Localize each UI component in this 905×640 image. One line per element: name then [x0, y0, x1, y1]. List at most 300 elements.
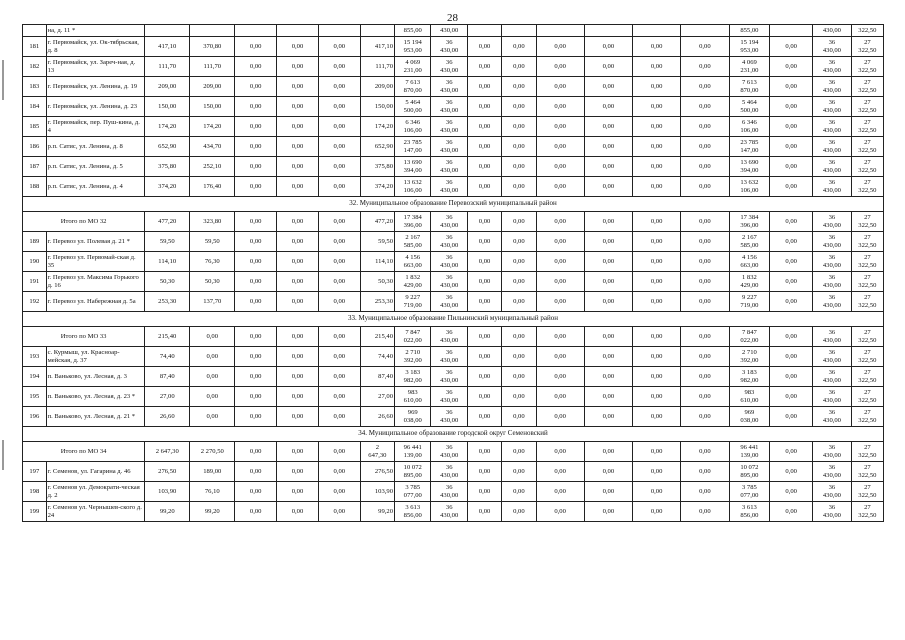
unit-rate-cell-line: 430,00: [822, 241, 841, 249]
unit-rate-cell: [851, 37, 883, 57]
zero-value-cell: 0,00: [681, 292, 729, 312]
table-row: [23, 292, 884, 312]
area-value-cell: 103,90: [145, 482, 190, 502]
zero-value-cell: 0,00: [536, 77, 584, 97]
zero-value-cell: 0,00: [681, 57, 729, 77]
unit-rate-cell: [851, 177, 883, 197]
area-value-cell: 59,50: [190, 232, 235, 252]
zero-value-cell: 0,00: [681, 367, 729, 387]
total-cost-cell-line: 870,00: [740, 86, 759, 94]
unit-rate-cell: [851, 97, 883, 117]
unit-rate-cell-line: 430,00: [822, 396, 841, 404]
unit-rate-cell: [431, 442, 467, 462]
zero-value-cell: 0,00: [467, 137, 501, 157]
unit-rate-cell: [813, 327, 852, 347]
zero-value-cell: 0,00: [502, 502, 536, 522]
scan-edge-mark: [2, 60, 4, 100]
area-value-cell: 0,00: [277, 292, 319, 312]
row-number-cell: 195: [23, 387, 47, 407]
unit-rate-cell-line: 36: [445, 349, 453, 357]
zero-value-cell: 0,00: [584, 57, 632, 77]
unit-rate-cell-line: 430,00: [440, 416, 459, 424]
total-cost-cell-line: 610,00: [403, 396, 422, 404]
unit-rate-cell: [851, 292, 883, 312]
unit-rate-cell-line: 27: [864, 444, 871, 452]
zero-value-cell: 0,00: [584, 177, 632, 197]
row-number-cell: 183: [23, 77, 47, 97]
zero-value-cell: 0,00: [536, 232, 584, 252]
area-value-cell: 2 647,30: [145, 442, 190, 462]
total-cost-cell: [395, 407, 431, 427]
unit-rate-cell: [431, 232, 467, 252]
unit-rate-cell-line: 36: [828, 484, 836, 492]
unit-rate-cell-line: 36: [828, 99, 836, 107]
unit-rate-cell-line: 322,50: [858, 46, 877, 54]
area-value-cell: 215,40: [145, 327, 190, 347]
zero-value-cell: 0,00: [536, 157, 584, 177]
unit-rate-cell-line: 36: [828, 159, 836, 167]
unit-rate-cell-line: 430,00: [440, 66, 459, 74]
area-value-cell: 0,00: [235, 212, 277, 232]
area-value-cell: 0,00: [277, 77, 319, 97]
unit-rate-cell-line: 27: [864, 389, 871, 397]
unit-rate-cell-line: 36: [828, 39, 836, 47]
total-cost-cell-line: 969: [407, 409, 418, 417]
total-cost-cell-line: 147,00: [403, 146, 422, 154]
unit-rate-cell: [813, 387, 852, 407]
zero-value-cell: 0,00: [770, 117, 813, 137]
unit-rate-cell: [431, 117, 467, 137]
area-value-cell: 0,00: [277, 367, 319, 387]
row-number-cell: 184: [23, 97, 47, 117]
total-cost-cell: [729, 327, 770, 347]
unit-rate-cell: [851, 272, 883, 292]
zero-value-cell: 0,00: [770, 157, 813, 177]
zero-value-cell: 0,00: [633, 77, 681, 97]
zero-value-cell: 0,00: [502, 57, 536, 77]
zero-value-cell: 0,00: [770, 212, 813, 232]
total-cost-cell-line: 077,00: [403, 491, 422, 499]
area-value-cell: 0,00: [277, 272, 319, 292]
total-cost-cell-line: 7 613: [405, 79, 421, 87]
zero-value-cell: 0,00: [770, 327, 813, 347]
zero-value-cell: 0,00: [502, 97, 536, 117]
zero-value-cell: 0,00: [633, 117, 681, 137]
cost-cell: 855,00: [395, 25, 431, 37]
area-value-cell: 74,40: [360, 347, 394, 367]
zero-value-cell: 0,00: [770, 252, 813, 272]
row-number-cell: 198: [23, 482, 47, 502]
area-value-cell: 0,00: [190, 327, 235, 347]
unit-rate-cell: [813, 407, 852, 427]
address-cell: г. Первомайск, ул. Ленина, д. 23: [46, 97, 145, 117]
area-value-cell: 0,00: [318, 37, 360, 57]
area-value-cell: 0,00: [235, 37, 277, 57]
table-body: [23, 25, 884, 522]
zero-value-cell: 0,00: [536, 502, 584, 522]
unit-rate-cell-line: 27: [864, 504, 871, 512]
zero-value-cell: 0,00: [584, 387, 632, 407]
unit-rate-cell-line: 430,00: [822, 46, 841, 54]
budget-table: [22, 24, 884, 522]
zero-value-cell: 0,00: [633, 97, 681, 117]
total-cost-cell: [729, 177, 770, 197]
zero-value-cell: 0,00: [770, 462, 813, 482]
unit-rate-cell-line: 27: [864, 39, 871, 47]
area-value-cell: 209,00: [360, 77, 394, 97]
section-heading-row: [23, 312, 884, 327]
area-value-cell: 375,80: [360, 157, 394, 177]
total-cost-cell-line: 3 785: [741, 484, 757, 492]
unit-rate-cell-line: 36: [828, 409, 836, 417]
zero-value-cell: 0,00: [770, 272, 813, 292]
zero-value-cell: 0,00: [584, 97, 632, 117]
zero-value-cell: 0,00: [681, 177, 729, 197]
zero-value-cell: 0,00: [584, 502, 632, 522]
unit-rate-cell-line: 36: [445, 329, 453, 337]
total-cost-cell-line: 663,00: [403, 261, 422, 269]
total-cost-cell-line: 23 785: [403, 139, 422, 147]
address-cell: с. Курмыш, ул. Красноар-мейская, д. 37: [46, 347, 145, 367]
total-cost-cell-line: 038,00: [740, 416, 759, 424]
area-value-cell: 0,00: [235, 252, 277, 272]
total-cost-cell-line: 856,00: [403, 511, 422, 519]
area-value-cell: 0,00: [190, 387, 235, 407]
unit-rate-cell-line: 36: [828, 294, 836, 302]
total-cost-cell-line: 022,00: [740, 336, 759, 344]
total-cost-cell: [729, 407, 770, 427]
total-cost-cell-line: 719,00: [403, 301, 422, 309]
area-value-cell: 0,00: [318, 272, 360, 292]
unit-rate-cell-line: 322,50: [858, 376, 877, 384]
unit-rate-cell-line: 36: [445, 389, 453, 397]
unit-rate-cell-line: 322,50: [858, 221, 877, 229]
total-cost-cell: [395, 157, 431, 177]
area-value-line: 2: [375, 444, 380, 452]
total-label: Итого по МО 32: [23, 212, 145, 232]
area-value-cell: 0,00: [235, 117, 277, 137]
zero-value-cell: 0,00: [681, 37, 729, 57]
area-value-cell: 0,00: [235, 157, 277, 177]
unit-rate-cell-line: 430,00: [822, 281, 841, 289]
total-cost-cell: [729, 57, 770, 77]
unit-rate-cell: [813, 462, 852, 482]
unit-rate-cell-line: 27: [864, 79, 871, 87]
area-value-cell: 0,00: [318, 442, 360, 462]
total-cost-cell-line: 2 167: [405, 234, 421, 242]
total-cost-cell-line: 231,00: [740, 66, 759, 74]
zero-value-cell: 0,00: [467, 407, 501, 427]
unit-rate-cell-line: 36: [828, 369, 836, 377]
zero-value-cell: 0,00: [633, 442, 681, 462]
zero-value-cell: 0,00: [770, 502, 813, 522]
total-cost-cell: [729, 442, 770, 462]
zero-value-cell: 0,00: [536, 407, 584, 427]
address-cell: р.п. Сатис, ул. Ленина, д. 5: [46, 157, 145, 177]
total-cost-cell-line: 23 785: [740, 139, 759, 147]
zero-value-cell: 0,00: [633, 292, 681, 312]
unit-rate-cell-line: 430,00: [440, 106, 459, 114]
total-cost-cell-line: 7 613: [741, 79, 757, 87]
address-cell: г. Первомайск, ул. Зареч-ная, д. 13: [46, 57, 145, 77]
unit-rate-cell-line: 36: [445, 59, 453, 67]
area-value-cell: 76,10: [190, 482, 235, 502]
zero-value-cell: 0,00: [681, 97, 729, 117]
total-label: Итого по МО 33: [23, 327, 145, 347]
area-value-cell: 0,00: [318, 292, 360, 312]
unit-rate-cell-line: 430,00: [440, 126, 459, 134]
area-value-cell: 374,20: [360, 177, 394, 197]
unit-rate-cell-line: 27: [864, 159, 871, 167]
unit-rate-cell-line: 322,50: [858, 106, 877, 114]
unit-rate-cell-line: 430,00: [440, 301, 459, 309]
row-number-cell: 185: [23, 117, 47, 137]
zero-value-cell: 0,00: [502, 157, 536, 177]
total-cost-cell-line: 895,00: [740, 471, 759, 479]
unit-rate-cell-line: 27: [864, 234, 871, 242]
area-value-cell: 209,00: [145, 77, 190, 97]
section-title: 34. Муниципальное образование городской округ Семеновский: [23, 427, 884, 442]
total-cost-cell-line: 982,00: [403, 376, 422, 384]
zero-value-cell: 0,00: [584, 77, 632, 97]
table-row: [23, 367, 884, 387]
area-value-cell: 0,00: [277, 97, 319, 117]
unit-rate-cell-line: 27: [864, 484, 871, 492]
area-value-cell: 103,90: [360, 482, 394, 502]
total-cost-cell-line: 5 464: [405, 99, 421, 107]
unit-rate-cell-line: 430,00: [440, 336, 459, 344]
address-cell: на, д. 11 *: [46, 25, 145, 37]
unit-rate-cell-line: 36: [445, 79, 453, 87]
total-cost-cell: [729, 232, 770, 252]
unit-rate-cell-line: 36: [445, 179, 453, 187]
unit-rate-cell-line: 430,00: [822, 376, 841, 384]
unit-rate-cell: [813, 57, 852, 77]
unit-rate-cell-line: 36: [445, 409, 453, 417]
zero-value-cell: 0,00: [633, 57, 681, 77]
area-value-cell: 276,50: [145, 462, 190, 482]
unit-rate-cell-line: 36: [445, 274, 453, 282]
total-cost-cell-line: 663,00: [740, 261, 759, 269]
zero-value-cell: 0,00: [770, 292, 813, 312]
total-cost-cell: [395, 367, 431, 387]
zero-value-cell: 0,00: [633, 482, 681, 502]
unit-rate-cell-line: 36: [828, 214, 836, 222]
unit-rate-cell-line: 430,00: [440, 186, 459, 194]
table-row-continued: [23, 25, 884, 37]
zero-value-cell: 0,00: [467, 482, 501, 502]
total-cost-cell: [395, 212, 431, 232]
zero-value-cell: 0,00: [770, 77, 813, 97]
total-cost-cell-line: 6 346: [405, 119, 421, 127]
unit-rate-cell: [851, 157, 883, 177]
total-cost-cell-line: 139,00: [740, 451, 759, 459]
area-value-cell: 0,00: [235, 367, 277, 387]
total-cost-cell-line: 3 613: [741, 504, 757, 512]
total-cost-cell-line: 4 156: [405, 254, 421, 262]
zero-value-cell: 0,00: [681, 387, 729, 407]
zero-value-cell: 0,00: [681, 327, 729, 347]
area-value-cell: 0,00: [277, 252, 319, 272]
zero-value-cell: 0,00: [633, 137, 681, 157]
unit-rate-cell: [851, 407, 883, 427]
total-cost-cell-line: 13 690: [403, 159, 422, 167]
area-value-cell: 0,00: [277, 407, 319, 427]
zero-value-cell: 0,00: [536, 117, 584, 137]
unit-rate-cell-line: 27: [864, 409, 871, 417]
zero-value-cell: 0,00: [536, 137, 584, 157]
total-cost-cell: [729, 367, 770, 387]
unit-rate-cell-line: 430,00: [822, 126, 841, 134]
area-value-cell: 276,50: [360, 462, 394, 482]
area-value-cell: 0,00: [235, 407, 277, 427]
area-value-cell: 76,30: [190, 252, 235, 272]
unit-rate-cell-line: 430,00: [822, 86, 841, 94]
area-value-cell: 27,00: [145, 387, 190, 407]
area-value-cell: 417,10: [145, 37, 190, 57]
row-number-cell: 199: [23, 502, 47, 522]
area-value-cell: 99,20: [145, 502, 190, 522]
area-value-line: 647,30: [368, 451, 387, 459]
unit-rate-cell-line: 27: [864, 99, 871, 107]
unit-rate-cell-line: 36: [828, 254, 836, 262]
table-row: [23, 387, 884, 407]
zero-value-cell: 0,00: [633, 252, 681, 272]
unit-rate-cell: [431, 327, 467, 347]
zero-value-cell: 0,00: [633, 327, 681, 347]
zero-value-cell: 0,00: [770, 482, 813, 502]
unit-rate-cell: [813, 272, 852, 292]
unit-rate-cell: [431, 97, 467, 117]
area-value-cell: 0,00: [318, 347, 360, 367]
zero-value-cell: 0,00: [502, 272, 536, 292]
unit-rate-cell-line: 322,50: [858, 166, 877, 174]
zero-value-cell: 0,00: [633, 462, 681, 482]
area-value-cell: 0,00: [318, 57, 360, 77]
zero-value-cell: 0,00: [633, 37, 681, 57]
total-cost-cell-line: 038,00: [403, 416, 422, 424]
zero-value-cell: 0,00: [536, 482, 584, 502]
area-value-cell: 0,00: [318, 502, 360, 522]
area-value-cell: 0,00: [318, 482, 360, 502]
area-value-cell: 0,00: [235, 97, 277, 117]
unit-rate-cell-line: 430,00: [440, 46, 459, 54]
address-cell: г. Первомайск, ул. Ок-тябрьская, д. 8: [46, 37, 145, 57]
area-value-cell: 0,00: [318, 462, 360, 482]
unit-rate-cell-line: 322,50: [858, 416, 877, 424]
total-cost-cell: [395, 462, 431, 482]
zero-value-cell: 0,00: [502, 77, 536, 97]
unit-rate-cell-line: 430,00: [440, 261, 459, 269]
total-cost-cell: [395, 482, 431, 502]
total-cost-cell-line: 983: [407, 389, 418, 397]
zero-value-cell: 0,00: [536, 292, 584, 312]
unit-rate-cell-line: 322,50: [858, 491, 877, 499]
zero-value-cell: 0,00: [584, 117, 632, 137]
area-value-cell: 370,80: [190, 37, 235, 57]
zero-value-cell: 0,00: [681, 407, 729, 427]
unit-rate-cell-line: 36: [828, 504, 836, 512]
unit-rate-cell-line: 430,00: [822, 416, 841, 424]
zero-value-cell: 0,00: [633, 347, 681, 367]
table-row: [23, 177, 884, 197]
total-cost-cell-line: 4 069: [741, 59, 757, 67]
unit-rate-cell-line: 36: [828, 79, 836, 87]
zero-value-cell: 0,00: [681, 157, 729, 177]
zero-value-cell: 0,00: [584, 272, 632, 292]
unit-rate-cell-line: 430,00: [822, 356, 841, 364]
zero-value-cell: 0,00: [536, 252, 584, 272]
area-value-cell: 0,00: [318, 367, 360, 387]
area-value-cell: 652,90: [360, 137, 394, 157]
total-cost-cell: [395, 232, 431, 252]
unit-rate-cell: [431, 137, 467, 157]
zero-value-cell: 0,00: [502, 442, 536, 462]
unit-rate-cell: [813, 117, 852, 137]
total-cost-cell-line: 15 194: [403, 39, 422, 47]
zero-value-cell: 0,00: [536, 57, 584, 77]
unit-rate-cell-line: 430,00: [440, 166, 459, 174]
total-cost-cell-line: 7 847: [741, 329, 757, 337]
total-cost-cell: [729, 212, 770, 232]
unit-rate-cell-line: 36: [445, 444, 453, 452]
unit-rate-cell: [851, 482, 883, 502]
total-cost-cell-line: 2 710: [741, 349, 757, 357]
total-cost-cell-line: 5 464: [741, 99, 757, 107]
zero-value-cell: 0,00: [502, 347, 536, 367]
total-cost-cell-line: 394,00: [403, 166, 422, 174]
area-value-cell: 0,00: [190, 367, 235, 387]
zero-value-cell: 0,00: [536, 97, 584, 117]
zero-value-cell: 0,00: [467, 97, 501, 117]
table-row: [23, 347, 884, 367]
area-value-cell: 0,00: [318, 407, 360, 427]
area-value-cell: 0,00: [235, 387, 277, 407]
zero-value-cell: 0,00: [681, 117, 729, 137]
unit-rate-cell: [813, 347, 852, 367]
zero-value-cell: 0,00: [467, 37, 501, 57]
table-row: [23, 37, 884, 57]
total-row: [23, 442, 884, 462]
area-value-cell: 375,80: [145, 157, 190, 177]
unit-rate-cell-line: 36: [828, 349, 836, 357]
zero-value-cell: 0,00: [467, 292, 501, 312]
zero-value-cell: 0,00: [584, 212, 632, 232]
area-value-cell: 27,00: [360, 387, 394, 407]
unit-rate-cell-line: 430,00: [440, 451, 459, 459]
unit-rate-cell-line: 322,50: [858, 451, 877, 459]
total-cost-cell-line: 585,00: [740, 241, 759, 249]
area-value-cell: 111,70: [190, 57, 235, 77]
row-number-cell: [23, 25, 47, 37]
zero-value-cell: 0,00: [502, 367, 536, 387]
zero-value-cell: 0,00: [584, 137, 632, 157]
area-value-cell: 0,00: [318, 97, 360, 117]
area-value-cell: 477,20: [145, 212, 190, 232]
table-row: [23, 502, 884, 522]
area-value-cell: [360, 442, 394, 462]
address-cell: г. Семенов ул. Чернышев-ского д. 24: [46, 502, 145, 522]
row-number-cell: 192: [23, 292, 47, 312]
total-cost-cell-line: 022,00: [403, 336, 422, 344]
zero-value-cell: 0,00: [502, 292, 536, 312]
unit-rate-cell: [431, 367, 467, 387]
row-number-cell: 193: [23, 347, 47, 367]
zero-value-cell: 0,00: [584, 292, 632, 312]
scan-edge-mark: [2, 440, 4, 470]
unit-rate-cell-line: 430,00: [822, 166, 841, 174]
total-cost-cell: [395, 272, 431, 292]
